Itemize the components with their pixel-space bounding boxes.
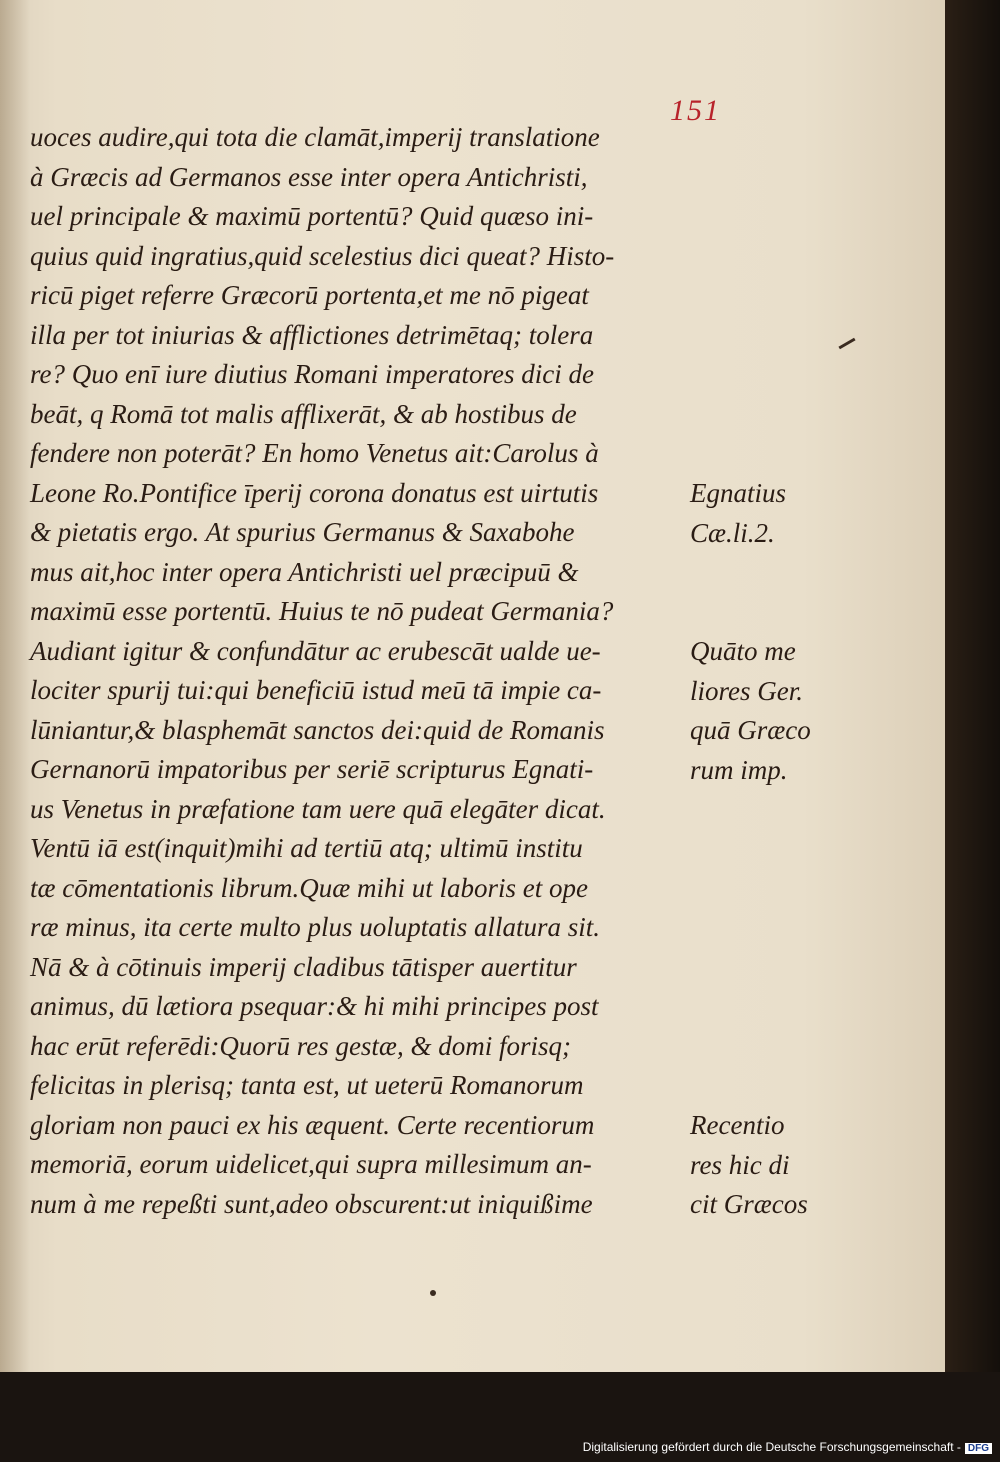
marginal-line: Recentio (690, 1110, 785, 1140)
text-line: Audiant igitur & confundātur ac erubescāt ualde ue- (30, 635, 601, 666)
text-line: Gernanorū impatoribus per seriē scripturus Egnati- (30, 754, 594, 784)
marginal-line: Quāto me (690, 636, 796, 666)
text-line: mus ait,hoc inter opera Antichristi uel præcipuū & (30, 556, 579, 587)
text-line: re? Quo enī iure diutius Romani imperatores dici de (30, 359, 594, 389)
text-line: lociter spurij tui:qui beneficiū istud meū tā impie ca- (30, 675, 602, 705)
text-line: num à me repeßti sunt,adeo obscurent:ut iniquißime (30, 1188, 593, 1219)
text-line: ricū piget referre Græcorū portenta,et me nō pigeat (30, 280, 589, 310)
text-line: Nā & à cōtinuis imperij cladibus tātisper auertitur (30, 951, 577, 982)
book-spine-background (945, 0, 1000, 1372)
ink-mark (838, 338, 855, 350)
marginal-line: quā Græco (690, 715, 811, 745)
marginal-note-recentiores (690, 1106, 840, 1225)
text-line: memoriā, eorum uidelicet,qui supra millesimum an- (30, 1149, 592, 1179)
text-line: fendere non poterāt? En homo Venetus ait:Carolus à (30, 438, 599, 468)
main-text-block (30, 118, 670, 1224)
text-line: Ventū iā est(inquit)mihi ad tertiū atq; ultimū institu (30, 833, 583, 863)
marginal-line: rum imp. (690, 754, 788, 785)
text-line: hac erūt referēdi:Quorū res gestæ, & domi forisq; (30, 1030, 571, 1061)
text-line: à Græcis ad Germanos esse inter opera Antichristi, (30, 161, 588, 192)
text-line: uoces audire,qui tota die clamāt,imperij translatione (30, 122, 600, 152)
text-line: lūniantur,& blasphemāt sanctos dei:quid de Romanis (30, 714, 605, 745)
marginal-line: Cæ.li.2. (690, 517, 775, 548)
text-line: uel principale & maximū portentū? Quid quæso ini- (30, 201, 594, 231)
marginal-line: cit Græcos (690, 1189, 808, 1219)
text-line: maximū esse portentū. Huius te nō pudeat Germania? (30, 596, 614, 626)
text-line: felicitas in plerisq; tanta est, ut ueterū Romanorum (30, 1070, 584, 1100)
text-line: ræ minus, ita certe multo plus uoluptatis allatura sit. (30, 912, 601, 942)
marginal-note-quanto (690, 632, 840, 790)
dfg-logo: DFG (965, 1443, 992, 1454)
footer-text: Digitalisierung gefördert durch die Deutsche Forschungsgemeinschaft - (582, 1440, 961, 1454)
marginal-note-egnatius (690, 474, 840, 553)
digitization-footer (0, 1440, 992, 1462)
text-line: us Venetus in præfatione tam uere quā elegāter dicat. (30, 793, 606, 824)
text-line: quius quid ingratius,quid scelestius dici queat? Histo- (30, 240, 615, 271)
text-line: tæ cōmentationis librum.Quæ mihi ut laboris et ope (30, 872, 588, 903)
page-gutter-shadow (0, 0, 30, 1372)
marginal-line: res hic di (690, 1149, 790, 1180)
folio-number: 151 (670, 94, 721, 127)
text-line: beāt, q Romā tot malis afflixerāt, & ab hostibus de (30, 398, 577, 429)
text-line: Leone Ro.Pontifice īperij corona donatus est uirtutis (30, 477, 599, 508)
text-line: gloriam non pauci ex his æquent. Certe recentiorum (30, 1109, 595, 1140)
ink-spot (430, 1290, 436, 1296)
text-line: illa per tot iniurias & afflictiones detrimētaq; tolera (30, 319, 594, 350)
marginal-line: liores Ger. (690, 675, 803, 706)
text-line: & pietatis ergo. At spurius Germanus & Saxabohe (30, 517, 575, 547)
marginal-line: Egnatius (690, 478, 787, 508)
text-line: animus, dū lætiora psequar:& hi mihi principes post (30, 991, 599, 1021)
